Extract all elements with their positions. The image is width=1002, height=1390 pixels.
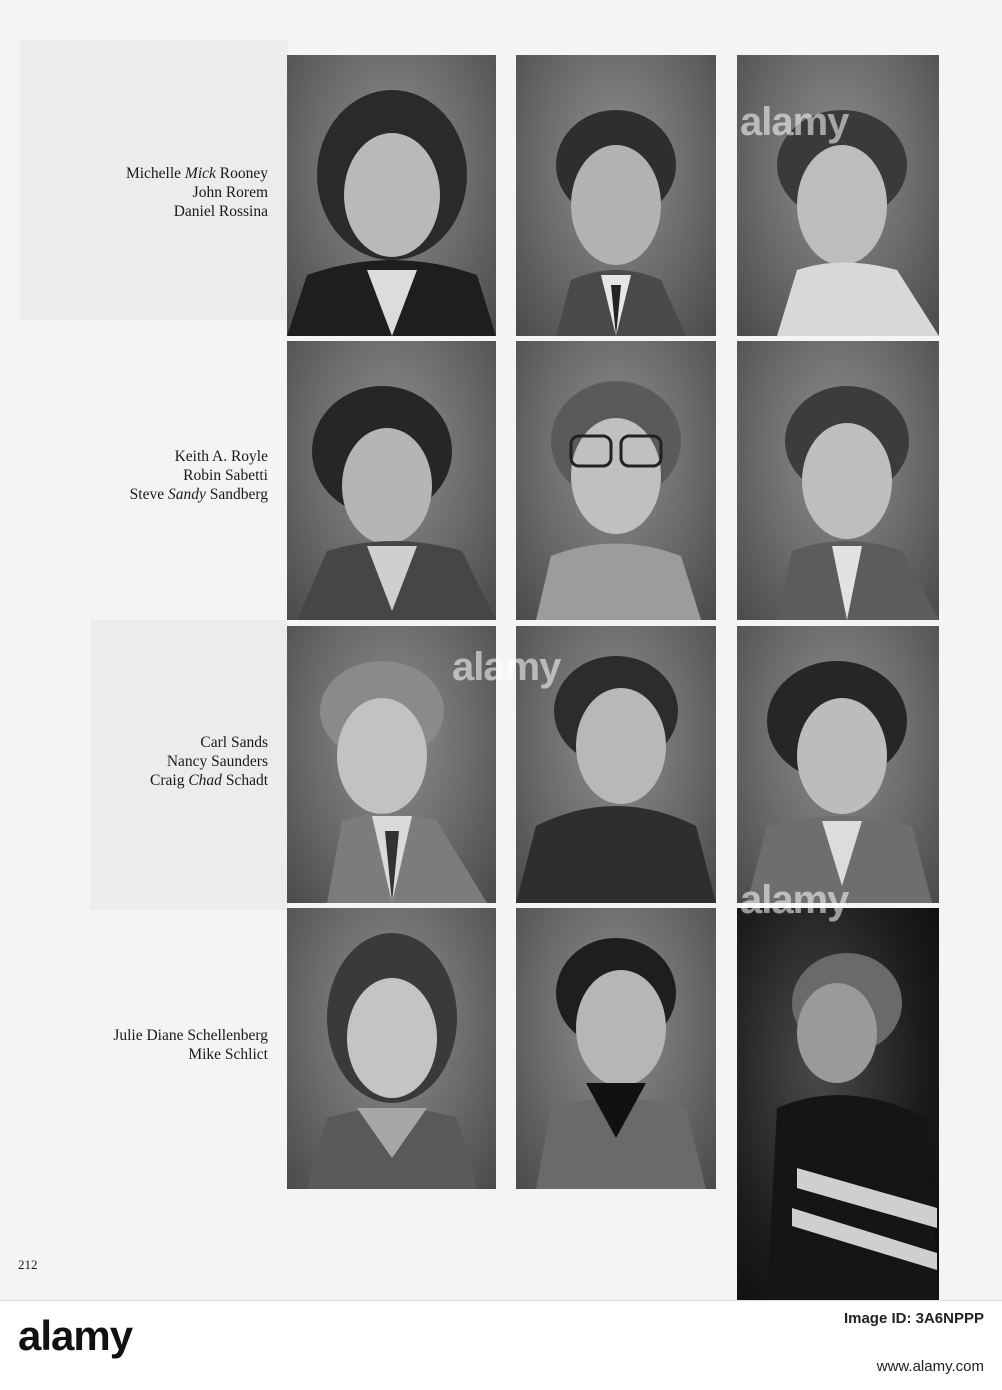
portrait-photo (287, 908, 496, 1189)
student-name: Carl Sands (200, 734, 268, 751)
student-name: Craig Chad Schadt (150, 772, 268, 789)
portrait-photo (516, 908, 716, 1189)
name-group-row-1 (126, 164, 268, 221)
name-group-row-3 (150, 733, 268, 790)
portrait-photo (516, 55, 716, 336)
site-url[interactable]: www.alamy.com (876, 1358, 984, 1375)
student-name: Keith A. Royle (174, 448, 268, 465)
student-name: Steve Sandy Sandberg (129, 486, 268, 503)
student-name: Nancy Saunders (166, 753, 268, 770)
name-group-row-4 (113, 1026, 268, 1064)
brand-logo: alamy (18, 1312, 133, 1359)
stock-footer (0, 1300, 1002, 1390)
portrait-photo (737, 626, 939, 903)
student-name: Mike Schlict (188, 1046, 268, 1063)
portrait-photo (516, 341, 716, 620)
student-name: Daniel Rossina (173, 203, 268, 220)
portrait-photo (287, 341, 496, 620)
student-name: Julie Diane Schellenberg (113, 1027, 268, 1044)
page-number: 212 (18, 1257, 38, 1272)
watermark: alamy (452, 645, 561, 689)
student-name: Robin Sabetti (183, 467, 268, 484)
image-id (844, 1310, 984, 1327)
portrait-photo (737, 55, 939, 336)
name-group-row-2 (130, 447, 268, 504)
image-id-label: Image ID: 3A6NPPP (843, 1310, 984, 1327)
footer-divider (0, 1300, 1002, 1301)
portrait-photo (287, 55, 496, 336)
student-name: John Rorem (192, 184, 268, 201)
student-name: Michelle Mick Rooney (125, 165, 268, 182)
watermark: alamy (740, 878, 849, 922)
portrait-photo (737, 341, 939, 620)
candid-photo (737, 908, 939, 1300)
watermark: alamy (740, 100, 849, 144)
